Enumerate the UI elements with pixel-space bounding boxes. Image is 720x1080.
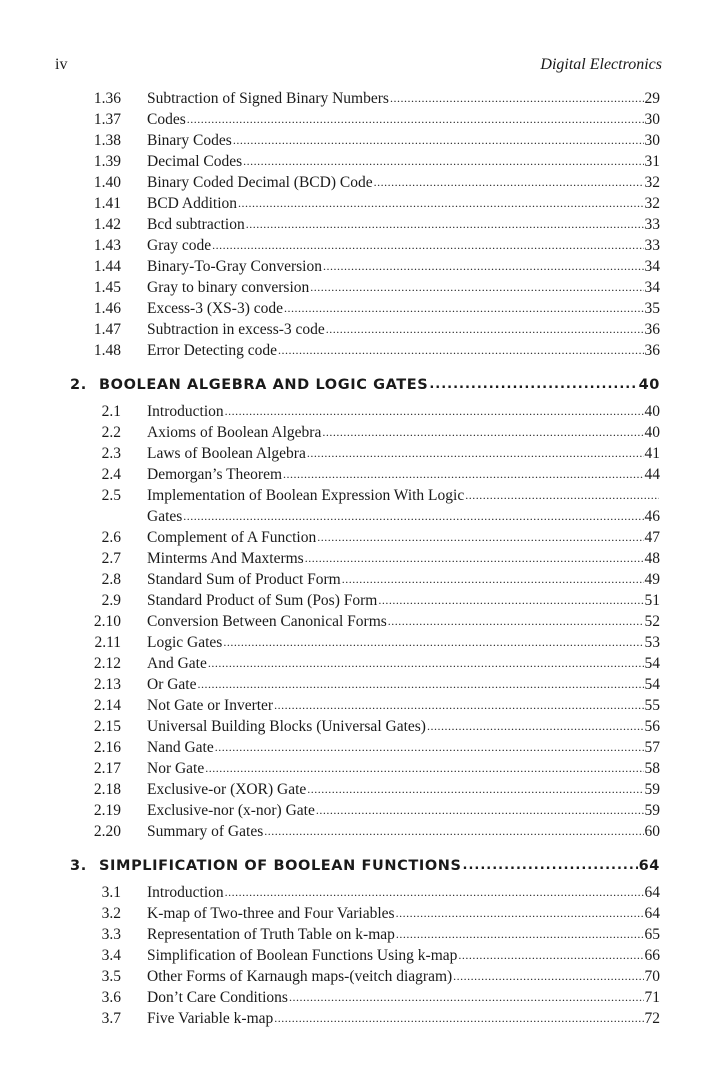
dot-leader <box>243 151 643 172</box>
entry-number: 2.1 <box>101 403 121 420</box>
toc-entry <box>60 716 660 737</box>
entry-page: 56 <box>644 718 660 735</box>
entry-title: Decimal Codes <box>147 153 243 170</box>
dot-leader <box>396 924 644 945</box>
entry-title: Summary of Gates <box>147 823 264 840</box>
entry-page: 30 <box>644 111 660 128</box>
dot-leader <box>284 298 643 319</box>
entry-title: Demorgan’s Theorem <box>147 466 283 483</box>
entry-number: 1.38 <box>93 132 121 149</box>
chapter-page: 64 <box>638 858 660 874</box>
entry-number: 1.41 <box>93 195 121 212</box>
dot-leader <box>208 653 644 674</box>
entry-number: 2.17 <box>93 760 121 777</box>
entry-title: Excess-3 (XS-3) code <box>147 300 284 317</box>
entry-title-continuation: Gates <box>147 508 183 525</box>
dot-leader <box>246 214 644 235</box>
entry-page: 44 <box>644 466 660 483</box>
toc-entry <box>60 527 660 548</box>
entry-number: 3.6 <box>101 989 121 1006</box>
entry-page: 48 <box>644 550 660 567</box>
chapter-title: SIMPLIFICATION OF BOOLEAN FUNCTIONS <box>99 858 462 874</box>
entry-number: 1.42 <box>93 216 121 233</box>
entry-number: 2.16 <box>93 739 121 756</box>
dot-leader <box>274 1008 643 1029</box>
dot-leader <box>316 800 644 821</box>
entry-page: 32 <box>644 174 660 191</box>
dot-leader <box>465 485 659 506</box>
dot-leader <box>183 506 643 527</box>
table-of-contents <box>60 88 660 1029</box>
dot-leader <box>463 853 638 879</box>
entry-title: Error Detecting code <box>147 342 277 359</box>
page-number: iv <box>55 56 68 73</box>
dot-leader <box>225 882 644 903</box>
entry-title: Bcd subtraction <box>147 216 245 233</box>
entry-page: 51 <box>644 592 660 609</box>
entry-page: 35 <box>644 300 660 317</box>
entry-page: 54 <box>644 676 660 693</box>
entry-title: Or Gate <box>147 676 197 693</box>
dot-leader <box>212 235 643 256</box>
entry-number: 2.19 <box>93 802 121 819</box>
dot-leader <box>215 737 644 758</box>
toc-entry <box>60 903 660 924</box>
entry-page: 33 <box>644 216 660 233</box>
entry-title: K-map of Two-three and Four Variables <box>147 905 395 922</box>
toc-entry <box>60 235 660 256</box>
chapter-heading <box>58 372 660 398</box>
dot-leader <box>317 527 643 548</box>
entry-page: 34 <box>644 258 660 275</box>
entry-page: 29 <box>644 90 660 107</box>
toc-entry <box>60 674 660 695</box>
toc-entry <box>60 821 660 842</box>
toc-entry <box>60 464 660 485</box>
entry-page: 72 <box>644 1010 660 1027</box>
entry-page: 64 <box>644 905 660 922</box>
dot-leader <box>342 569 644 590</box>
entry-title: Minterms And Maxterms <box>147 550 304 567</box>
entry-page: 47 <box>644 529 660 546</box>
entry-number: 1.45 <box>93 279 121 296</box>
dot-leader <box>205 758 643 779</box>
toc-entry <box>60 256 660 277</box>
running-title: Digital Electronics <box>540 56 662 73</box>
entry-title: BCD Addition <box>147 195 238 212</box>
toc-entry <box>60 737 660 758</box>
dot-leader <box>326 319 644 340</box>
entry-number: 1.39 <box>93 153 121 170</box>
entry-title: Not Gate or Inverter <box>147 697 274 714</box>
entry-page: 60 <box>644 823 660 840</box>
entry-title: Codes <box>147 111 186 128</box>
entry-number: 1.36 <box>93 90 121 107</box>
entry-number: 2.3 <box>101 445 121 462</box>
entry-number-blank <box>60 506 121 527</box>
entry-number: 2.5 <box>101 487 121 504</box>
entry-title: Laws of Boolean Algebra <box>147 445 306 462</box>
entry-title: Introduction <box>147 403 224 420</box>
toc-entry <box>60 130 660 151</box>
entry-title: And Gate <box>147 655 207 672</box>
toc-entry <box>60 340 660 361</box>
toc-entry <box>60 443 660 464</box>
toc-entry <box>60 1008 660 1029</box>
entry-number: 1.40 <box>93 174 121 191</box>
entry-title: Logic Gates <box>147 634 223 651</box>
toc-entry <box>60 882 660 903</box>
toc-entry <box>60 653 660 674</box>
dot-leader <box>274 695 643 716</box>
entry-number: 2.6 <box>101 529 121 546</box>
entry-title: Nand Gate <box>147 739 214 756</box>
toc-entry <box>60 277 660 298</box>
entry-number: 2.20 <box>93 823 121 840</box>
entry-page: 49 <box>644 571 660 588</box>
chapter-number: 3. <box>70 858 87 874</box>
toc-entry <box>60 319 660 340</box>
dot-leader <box>305 548 644 569</box>
page-header <box>55 56 662 78</box>
entry-number: 1.37 <box>93 111 121 128</box>
entry-page: 54 <box>644 655 660 672</box>
entry-number: 3.2 <box>101 905 121 922</box>
toc-entry <box>60 214 660 235</box>
dot-leader <box>289 987 644 1008</box>
dot-leader <box>283 464 643 485</box>
entry-number: 2.10 <box>93 613 121 630</box>
toc-entry <box>60 193 660 214</box>
entry-title: Don’t Care Conditions <box>147 989 288 1006</box>
dot-leader <box>378 590 643 611</box>
entry-number: 2.11 <box>94 634 121 651</box>
entry-title: Subtraction of Signed Binary Numbers <box>147 90 389 107</box>
dot-leader <box>225 401 644 422</box>
toc-entry <box>60 88 660 109</box>
chapter-heading <box>58 853 660 879</box>
dot-leader <box>429 372 637 398</box>
entry-title: Binary Codes <box>147 132 232 149</box>
entry-page: 34 <box>644 279 660 296</box>
toc-entry <box>60 401 660 422</box>
toc-entry <box>60 109 660 130</box>
entry-page: 32 <box>644 195 660 212</box>
toc-entry-continuation <box>60 506 660 527</box>
entry-page: 53 <box>644 634 660 651</box>
toc-entry <box>60 924 660 945</box>
entry-page: 30 <box>644 132 660 149</box>
toc-entry <box>60 758 660 779</box>
entry-title: Axioms of Boolean Algebra <box>147 424 322 441</box>
dot-leader <box>390 88 644 109</box>
entry-number: 2.18 <box>93 781 121 798</box>
entry-number: 2.4 <box>101 466 121 483</box>
entry-number: 1.48 <box>93 342 121 359</box>
toc-entry <box>60 966 660 987</box>
entry-page: 55 <box>644 697 660 714</box>
dot-leader <box>374 172 644 193</box>
entry-number: 3.3 <box>101 926 121 943</box>
entry-page: 66 <box>644 947 660 964</box>
entry-page: 40 <box>644 403 660 420</box>
toc-entry <box>60 590 660 611</box>
entry-title: Implementation of Boolean Expression With Logic <box>147 487 465 504</box>
dot-leader <box>388 611 644 632</box>
entry-number: 2.13 <box>93 676 121 693</box>
dot-leader <box>427 716 644 737</box>
entry-number: 2.12 <box>93 655 121 672</box>
toc-entry <box>60 987 660 1008</box>
entry-number: 1.46 <box>93 300 121 317</box>
chapter-title: BOOLEAN ALGEBRA AND LOGIC GATES <box>99 377 429 393</box>
entry-title: Conversion Between Canonical Forms <box>147 613 387 630</box>
entry-page: 71 <box>644 989 660 1006</box>
dot-leader <box>396 903 644 924</box>
entry-number: 2.2 <box>101 424 121 441</box>
entry-page: 41 <box>644 445 660 462</box>
toc-entry <box>60 800 660 821</box>
entry-page: 52 <box>644 613 660 630</box>
entry-page: 36 <box>644 321 660 338</box>
toc-entry <box>60 945 660 966</box>
toc-entry <box>60 485 660 506</box>
toc-entry <box>60 172 660 193</box>
entry-number: 3.7 <box>101 1010 121 1027</box>
entry-title: Binary-To-Gray Conversion <box>147 258 322 275</box>
entry-title: Subtraction in excess-3 code <box>147 321 325 338</box>
toc-entry <box>60 548 660 569</box>
entry-title: Standard Product of Sum (Pos) Form <box>147 592 378 609</box>
entry-number: 2.9 <box>101 592 121 609</box>
entry-number: 3.5 <box>101 968 121 985</box>
dot-leader <box>307 443 644 464</box>
entry-title: Universal Building Blocks (Universal Gates) <box>147 718 426 735</box>
dot-leader <box>458 945 643 966</box>
entry-number: 2.14 <box>93 697 121 714</box>
entry-title: Standard Sum of Product Form <box>147 571 341 588</box>
chapter-number: 2. <box>70 377 87 393</box>
entry-number: 2.8 <box>101 571 121 588</box>
dot-leader <box>453 966 643 987</box>
dot-leader <box>187 109 644 130</box>
entry-title: Gray to binary conversion <box>147 279 310 296</box>
toc-entry <box>60 422 660 443</box>
toc-entry <box>60 779 660 800</box>
entry-page: 33 <box>644 237 660 254</box>
dot-leader <box>310 277 643 298</box>
toc-entry <box>60 151 660 172</box>
entry-page: 31 <box>644 153 660 170</box>
dot-leader <box>322 422 643 443</box>
dot-leader <box>278 340 644 361</box>
entry-title: Exclusive-or (XOR) Gate <box>147 781 307 798</box>
dot-leader <box>264 821 643 842</box>
dot-leader <box>233 130 644 151</box>
entry-title: Simplification of Boolean Functions Using k-map <box>147 947 458 964</box>
entry-title: Nor Gate <box>147 760 205 777</box>
entry-page: 64 <box>644 884 660 901</box>
entry-title: Other Forms of Karnaugh maps-(veitch diagram) <box>147 968 453 985</box>
dot-leader <box>323 256 644 277</box>
chapter-page: 40 <box>638 377 660 393</box>
entry-title: Binary Coded Decimal (BCD) Code <box>147 174 373 191</box>
dot-leader <box>198 674 644 695</box>
entry-page: 59 <box>644 781 660 798</box>
entry-title: Representation of Truth Table on k-map <box>147 926 395 943</box>
entry-title: Gray code <box>147 237 212 254</box>
toc-entry <box>60 632 660 653</box>
dot-leader <box>223 632 643 653</box>
entry-title: Exclusive-nor (x-nor) Gate <box>147 802 315 819</box>
entry-page: 70 <box>644 968 660 985</box>
entry-number: 3.1 <box>101 884 121 901</box>
entry-number: 1.47 <box>93 321 121 338</box>
toc-entry <box>60 569 660 590</box>
entry-page: 46 <box>644 508 660 525</box>
entry-page: 40 <box>644 424 660 441</box>
entry-page: 36 <box>644 342 660 359</box>
dot-leader <box>307 779 643 800</box>
entry-page: 65 <box>644 926 660 943</box>
entry-number: 3.4 <box>101 947 121 964</box>
entry-page: 58 <box>644 760 660 777</box>
entry-number: 2.7 <box>101 550 121 567</box>
entry-page: 57 <box>644 739 660 756</box>
toc-entry <box>60 298 660 319</box>
toc-entry <box>60 695 660 716</box>
dot-leader <box>238 193 643 214</box>
entry-number: 2.15 <box>93 718 121 735</box>
entry-title: Complement of A Function <box>147 529 317 546</box>
entry-page: 59 <box>644 802 660 819</box>
entry-number: 1.44 <box>93 258 121 275</box>
entry-number: 1.43 <box>93 237 121 254</box>
toc-entry <box>60 611 660 632</box>
entry-title: Five Variable k-map <box>147 1010 274 1027</box>
entry-title: Introduction <box>147 884 224 901</box>
